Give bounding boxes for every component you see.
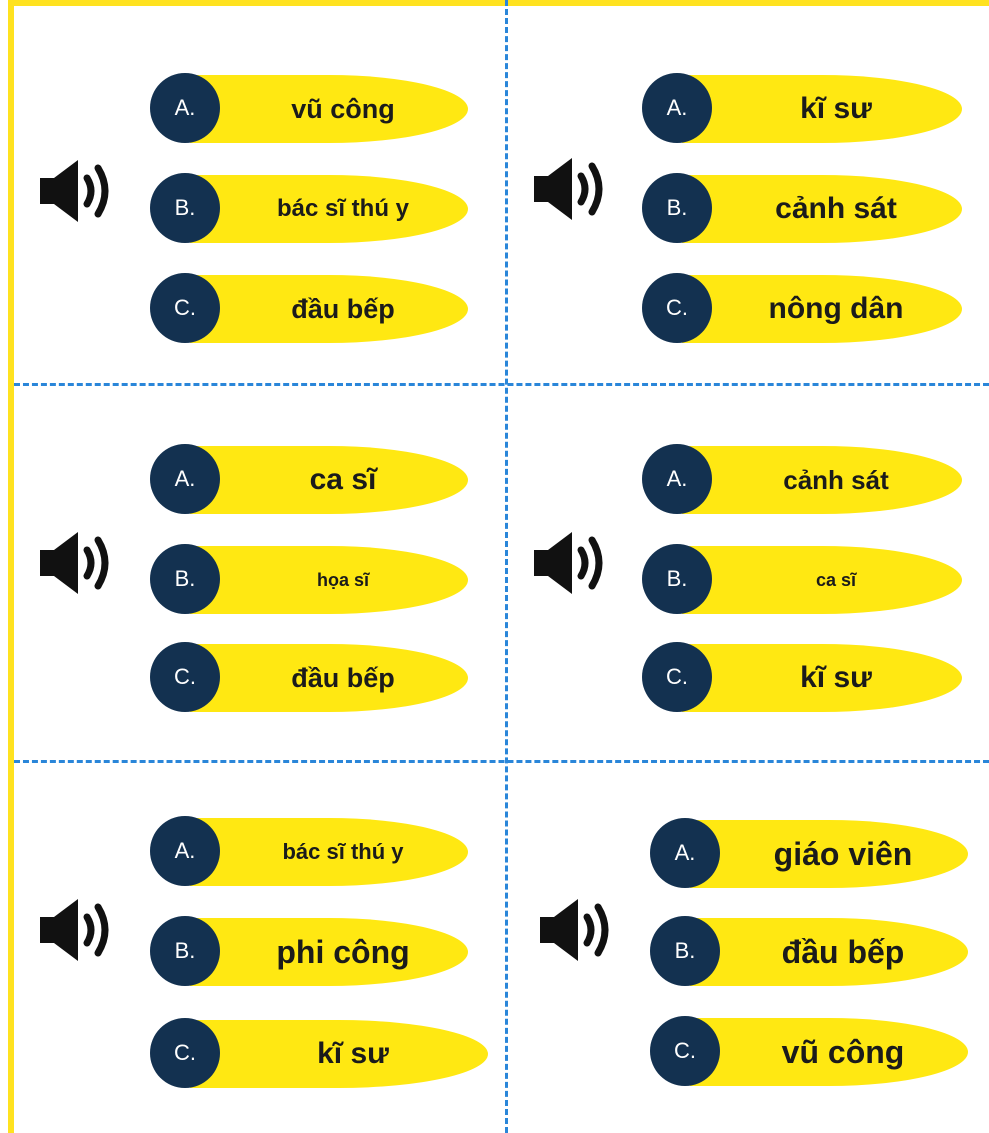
option-letter-badge: A. bbox=[150, 73, 220, 143]
answer-pill: giáo viên bbox=[690, 820, 968, 888]
answer-pill: ca sĩ bbox=[682, 546, 962, 614]
answer-pill: kĩ sư bbox=[682, 75, 962, 143]
speaker-volume-icon[interactable] bbox=[532, 528, 614, 598]
option-letter-badge: B. bbox=[642, 173, 712, 243]
answer-pill: cảnh sát bbox=[682, 175, 962, 243]
speaker-volume-icon[interactable] bbox=[38, 895, 120, 965]
option-letter-badge: A. bbox=[150, 816, 220, 886]
quiz-card bbox=[508, 763, 989, 1133]
option-letter-badge: A. bbox=[150, 444, 220, 514]
answer-pill: ca sĩ bbox=[190, 446, 468, 514]
speaker-volume-icon[interactable] bbox=[38, 156, 120, 226]
answer-pill: vũ công bbox=[190, 75, 468, 143]
answer-pill: bác sĩ thú y bbox=[190, 818, 468, 886]
option-letter-badge: B. bbox=[150, 916, 220, 986]
answer-pill: vũ công bbox=[690, 1018, 968, 1086]
option-letter-badge: B. bbox=[642, 544, 712, 614]
answer-pill: đầu bếp bbox=[190, 275, 468, 343]
answer-pill: bác sĩ thú y bbox=[190, 175, 468, 243]
option-letter-badge: C. bbox=[642, 273, 712, 343]
quiz-card bbox=[508, 6, 989, 376]
option-letter-badge: B. bbox=[150, 173, 220, 243]
speaker-volume-icon[interactable] bbox=[532, 154, 614, 224]
option-letter-badge: A. bbox=[642, 444, 712, 514]
option-letter-badge: C. bbox=[150, 1018, 220, 1088]
answer-pill: đầu bếp bbox=[690, 918, 968, 986]
option-letter-badge: A. bbox=[650, 818, 720, 888]
answer-pill: kĩ sư bbox=[682, 644, 962, 712]
quiz-card bbox=[14, 763, 504, 1133]
option-letter-badge: C. bbox=[150, 273, 220, 343]
option-letter-badge: C. bbox=[650, 1016, 720, 1086]
answer-pill: nông dân bbox=[682, 275, 962, 343]
option-letter-badge: C. bbox=[642, 642, 712, 712]
speaker-volume-icon[interactable] bbox=[38, 528, 120, 598]
option-letter-badge: B. bbox=[650, 916, 720, 986]
option-letter-badge: B. bbox=[150, 544, 220, 614]
option-letter-badge: A. bbox=[642, 73, 712, 143]
quiz-card bbox=[508, 386, 989, 756]
answer-pill: kĩ sư bbox=[190, 1020, 488, 1088]
answer-pill: phi công bbox=[190, 918, 468, 986]
answer-pill: họa sĩ bbox=[190, 546, 468, 614]
answer-pill: cảnh sát bbox=[682, 446, 962, 514]
option-letter-badge: C. bbox=[150, 642, 220, 712]
answer-pill: đầu bếp bbox=[190, 644, 468, 712]
quiz-card bbox=[14, 6, 504, 376]
quiz-card bbox=[14, 386, 504, 756]
speaker-volume-icon[interactable] bbox=[538, 895, 620, 965]
